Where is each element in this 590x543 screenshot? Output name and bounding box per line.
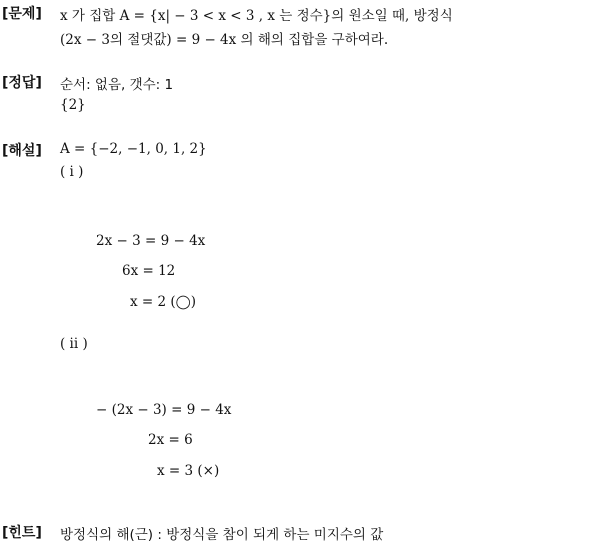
case-2-equation-3: x = 3 (×) xyxy=(157,463,220,479)
case-1-equation-1: 2x − 3 = 9 − 4x xyxy=(96,233,206,249)
problem-label: [문제] xyxy=(2,6,42,22)
case-1-label: ( i ) xyxy=(60,164,84,180)
answer-line-2: {2} xyxy=(60,97,86,113)
case-1-equation-2: 6x = 12 xyxy=(122,263,176,279)
case-1-equation-3: x = 2 (◯) xyxy=(130,294,197,310)
answer-label: [정답] xyxy=(2,75,42,91)
hint-text: 방정식의 해(근) : 방정식을 참이 되게 하는 미지수의 값 xyxy=(60,527,384,543)
solution-label: [해설] xyxy=(2,143,42,159)
problem-line-2: (2x − 3의 절댓값) = 9 − 4x 의 해의 집합을 구하여라. xyxy=(60,32,389,48)
answer-line-1: 순서: 없음, 갯수: 1 xyxy=(60,77,174,93)
hint-label: [힌트] xyxy=(2,525,42,541)
case-2-equation-1: − (2x − 3) = 9 − 4x xyxy=(96,402,232,418)
case-2-equation-2: 2x = 6 xyxy=(148,432,193,448)
problem-line-1: x 가 집합 A = {x| − 3 < x < 3 , x 는 정수}의 원소일 때, 방정식 xyxy=(60,8,453,24)
solution-set-line: A = {−2, −1, 0, 1, 2} xyxy=(60,141,207,157)
case-2-label: ( ii ) xyxy=(60,336,88,352)
